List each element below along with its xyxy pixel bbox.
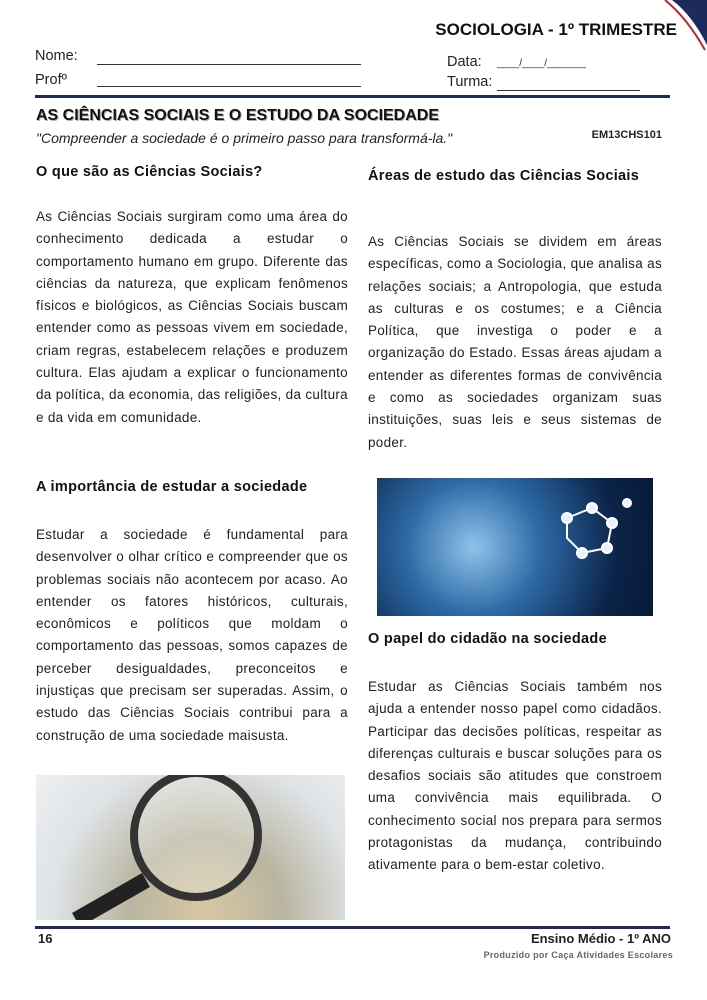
skill-code: EM13CHS101 <box>591 129 662 141</box>
magnifying-glass-globe-image <box>36 775 345 920</box>
section-heading: O que são as Ciências Sociais? <box>36 164 263 180</box>
teacher-field[interactable] <box>97 86 361 87</box>
header-divider <box>35 95 670 98</box>
quote: "Compreender a sociedade é o primeiro passo para transformá-la." <box>36 130 453 146</box>
class-label: Turma: <box>447 74 493 90</box>
digital-human-molecule-image <box>377 478 653 616</box>
section-heading: A importância de estudar a sociedade <box>36 479 308 495</box>
date-label: Data: <box>447 54 482 70</box>
page-number: 16 <box>38 931 53 946</box>
section-text: Estudar a sociedade é fundamental para desenvolver o olhar crítico e compreender que os problemas sociais não acontecem por acaso. Ao entender os fatores históricos, culturais, econômicos e políticos que moldam o comportamento das pessoas, somos capazes de perceber desigualdades, preconceitos e injustiças que precisam ser superadas. Assim, o estudo das Ciências Sociais contribui para a construção de uma sociedade maisusta. <box>36 527 348 743</box>
date-field[interactable]: ____/____/_______ <box>497 58 586 69</box>
class-field[interactable] <box>497 90 640 91</box>
section-text: Estudar as Ciências Sociais também nos ajuda a entender nosso papel como cidadãos. Participar das decisões políticas, respeitar as diferenças culturais e buscar soluções para os desafios sociais são atitudes que constroem uma convivência mais equilibrada. O conhecimento social nos prepara para sermos protagonistas da mudança, contribuindo ativamente para o bem-estar coletivo. <box>368 679 662 873</box>
credit: Produzido por Caça Atividades Escolares <box>483 950 673 960</box>
section-heading: O papel do cidadão na sociedade <box>368 631 607 647</box>
grade-level: Ensino Médio - 1º ANO <box>530 931 671 946</box>
worksheet-title: AS CIÊNCIAS SOCIAIS E O ESTUDO DA SOCIEDADE <box>36 107 440 124</box>
section-text: As Ciências Sociais surgiram como uma área do conhecimento dedicada a estudar o comportamento humano em grupo. Diferente das ciências da natureza, que explicam fenômenos físicos e biológicos, as Ciências Sociais buscam entender como as pessoas vivem em sociedade, criam regras, estabelecem relações e produzem cultura. Elas ajudam a explicar o funcionamento da política, da economia, das religiões, da cultura e da vida em comunidade. <box>36 209 348 425</box>
section-text: As Ciências Sociais se dividem em áreas específicas, como a Sociologia, que analisa as relações sociais; a Antropologia, que estuda as culturas e os costumes; e a Ciência Política, que investiga o poder e a organização do Estado. Essas áreas ajudam a entender as diferentes formas de convivência e como as sociedades organizam suas instituições, suas leis e seus sistemas de poder. <box>368 234 662 450</box>
teacher-label: Profº <box>35 72 67 88</box>
subject-title: SOCIOLOGIA - 1º TRIMESTRE <box>435 20 677 39</box>
name-field[interactable] <box>97 64 361 65</box>
section-heading: Áreas de estudo das Ciências Sociais <box>368 168 640 184</box>
footer-divider <box>35 926 670 929</box>
name-label: Nome: <box>35 48 78 64</box>
